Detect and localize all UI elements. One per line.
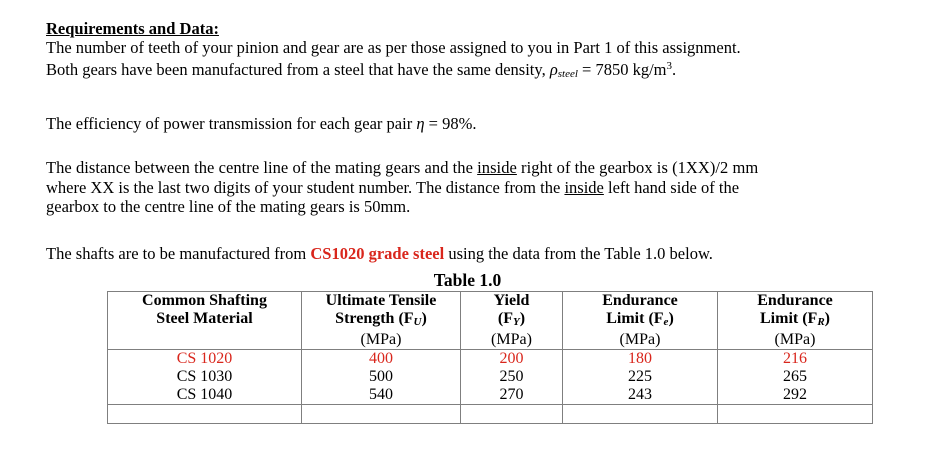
inside-underline-2: inside [564,178,604,197]
paragraph-teeth: The number of teeth of your pinion and gear are as per those assigned to you in Part 1 of this assignment. [46,38,741,57]
paragraph-distance-line3: gearbox to the centre line of the mating gears is 50mm. [46,197,411,216]
header-endurance-e-close: ) [668,310,674,327]
section-heading: Requirements and Data: [46,19,219,38]
cell-uts: 400 [302,350,461,369]
empty-cell [718,405,873,424]
header-uts-close: ) [421,310,427,327]
header-yield-sub: Y [513,316,520,328]
distance-text-a: The distance between the centre line of the mating gears and the [46,158,478,177]
header-yield-l2 [461,310,562,331]
header-endurance-e-sub: e [663,316,669,328]
efficiency-text: The efficiency of power transmission for each gear pair [46,114,417,133]
distance-text-c: where XX is the last two digits of your student number. The distance from the [46,178,565,197]
cell-material: CS 1030 [108,368,302,386]
distance-text-d: left hand side of the [603,178,740,197]
unit-uts: (MPa) [302,331,461,350]
table-row [108,350,873,369]
material-highlight: CS1020 grade steel [310,244,445,263]
paragraph-density [46,57,676,84]
eta-symbol: η [416,114,425,133]
shafts-text-b: using the data from the Table 1.0 below. [444,244,713,263]
cell-endurance-r: 216 [718,350,873,369]
paragraph-shafts [46,244,713,263]
cell-endurance-e: 243 [563,386,718,405]
header-endurance-e-l2 [563,310,717,331]
header-endurance-e-l2-text: Limit (F [606,310,664,327]
unit-yield: (MPa) [461,331,563,350]
header-endurance-r-l2-text: Limit (F [760,310,818,327]
cell-material: CS 1020 [108,350,302,369]
table-unit-row [108,331,873,350]
cell-yield: 250 [461,368,563,386]
material-table [107,291,873,424]
header-uts-l2-text: Strength (F [335,310,414,327]
header-uts-l2 [302,310,460,331]
cell-yield: 200 [461,350,563,369]
table-row [108,368,873,386]
cell-endurance-r: 292 [718,386,873,405]
efficiency-value: = 98%. [424,114,477,133]
paragraph-efficiency [46,114,476,133]
paragraph-distance-line1 [46,158,758,177]
table-caption: Table 1.0 [433,270,502,290]
header-material-l1: Common Shafting [142,292,267,309]
empty-cell [461,405,563,424]
header-endurance-r-l2 [718,310,872,331]
cell-material: CS 1040 [108,386,302,405]
shafts-text-a: The shafts are to be manufactured from [46,244,311,263]
density-exponent: 3 [666,60,673,72]
header-endurance-r-l1: Endurance [757,292,833,309]
inside-underline-1: inside [477,158,517,177]
header-yield-l2-text: (F [497,310,514,327]
header-endurance-e [563,292,718,332]
rho-symbol: ρ [549,60,558,79]
cell-yield: 270 [461,386,563,405]
table-empty-row [108,405,873,424]
empty-cell [302,405,461,424]
header-endurance-r [718,292,873,332]
empty-cell [108,405,302,424]
cell-endurance-e: 225 [563,368,718,386]
cell-endurance-r: 265 [718,368,873,386]
header-material [108,292,302,332]
paragraph-distance-line2 [46,178,739,197]
header-uts-l1: Ultimate Tensile [325,292,437,309]
table-header-row [108,292,873,332]
unit-endurance-r: (MPa) [718,331,873,350]
cell-endurance-e: 180 [563,350,718,369]
cell-uts: 540 [302,386,461,405]
header-uts-sub: U [413,316,422,328]
header-yield-l1: Yield [493,292,530,309]
empty-cell [563,405,718,424]
header-yield [461,292,563,332]
density-period: . [672,60,677,79]
unit-material [108,331,302,350]
density-value: = 7850 kg/m [577,60,667,79]
table-row [108,386,873,405]
header-endurance-r-sub: R [817,316,825,328]
rho-subscript: steel [557,68,578,80]
header-endurance-e-l1: Endurance [602,292,678,309]
header-endurance-r-close: ) [824,310,830,327]
unit-endurance-e: (MPa) [563,331,718,350]
header-material-l2: Steel Material [156,310,253,327]
density-text: Both gears have been manufactured from a steel that have the same density, [46,60,550,79]
distance-text-b: right of the gearbox is (1XX)/2 mm [516,158,759,177]
header-yield-close: ) [519,310,526,327]
header-uts [302,292,461,332]
cell-uts: 500 [302,368,461,386]
